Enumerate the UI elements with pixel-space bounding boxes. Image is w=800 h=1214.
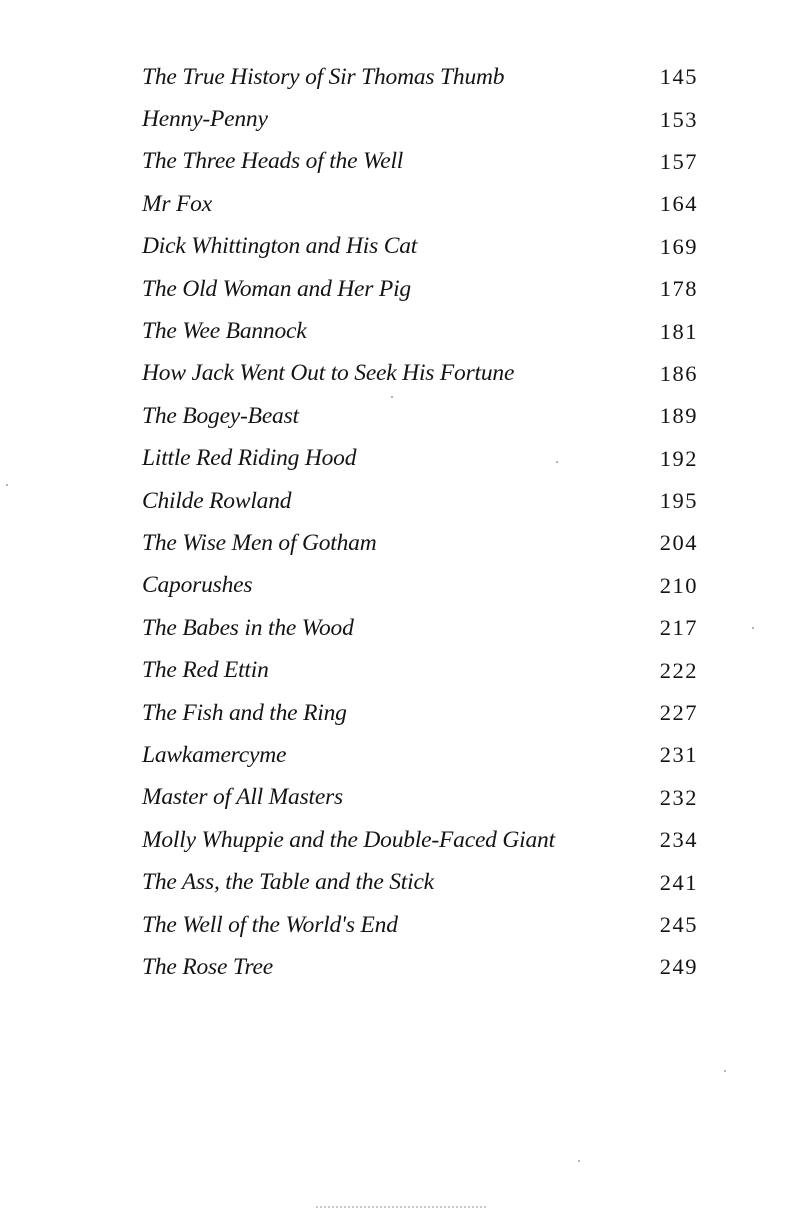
toc-entry-page-number: 217: [659, 615, 698, 641]
toc-entry: [142, 98, 698, 140]
toc-entry-page-number: 245: [659, 912, 698, 937]
toc-entry: [142, 904, 698, 946]
toc-entry: [142, 861, 698, 903]
toc-entry-page-number: 181: [659, 318, 698, 344]
toc-entry-title: The True History of Sir Thomas Thumb: [142, 63, 505, 90]
toc-entry-title: The Fish and the Ring: [142, 699, 347, 726]
toc-entry-title: Little Red Riding Hood: [142, 445, 357, 472]
toc-entry: [142, 183, 698, 225]
toc-entry-title: The Wee Bannock: [142, 318, 307, 345]
toc-entry-page-number: 169: [659, 233, 698, 259]
toc-entry-page-number: 178: [659, 276, 698, 302]
toc-entry: [142, 734, 698, 776]
toc-entry-page-number: 249: [659, 954, 698, 980]
toc-entry: [142, 565, 698, 607]
toc-entry-title: Henny-Penny: [142, 106, 268, 133]
toc-entry-title: Molly Whuppie and the Double-Faced Giant: [142, 826, 555, 853]
toc-entry-title: The Three Heads of the Well: [142, 148, 404, 175]
toc-entry-title: Master of All Masters: [142, 784, 343, 811]
scan-speck: [6, 484, 8, 486]
toc-entry-page-number: 210: [659, 572, 698, 598]
cropped-footer-mark: [316, 1206, 486, 1214]
toc-entry-page-number: 157: [659, 148, 698, 174]
toc-entry-title: The Rose Tree: [142, 953, 273, 980]
toc-entry-title: The Ass, the Table and the Stick: [142, 869, 434, 896]
toc-entry-title: Lawkamercyme: [142, 741, 287, 768]
toc-entry-page-number: 153: [659, 106, 698, 132]
cropped-header-mark: [344, 0, 392, 4]
toc-entry: [142, 946, 698, 988]
toc-entry-page-number: 189: [659, 403, 698, 429]
toc-entry-title: Mr Fox: [142, 190, 212, 217]
toc-entry-title: Childe Rowland: [142, 487, 292, 514]
toc-entry: [142, 607, 698, 649]
toc-entry-page-number: 234: [659, 827, 698, 853]
toc-entry-title: The Well of the World's End: [142, 911, 398, 938]
toc-entry-title: Caporushes: [142, 572, 253, 599]
toc-entry: [142, 777, 698, 819]
toc-entry: [142, 395, 698, 437]
toc-entry: [142, 480, 698, 522]
scan-speck: [578, 1160, 580, 1162]
toc-entry: [142, 310, 698, 352]
toc-entry-page-number: 231: [659, 742, 698, 768]
toc-entry: [142, 353, 698, 395]
scan-speck: [556, 461, 558, 463]
toc-entry: [142, 56, 698, 98]
toc-entry-page-number: 204: [659, 530, 698, 556]
toc-entry: [142, 522, 698, 564]
scan-speck: [391, 396, 393, 398]
toc-entry-page-number: 195: [659, 488, 698, 514]
toc-entry-title: The Babes in the Wood: [142, 614, 354, 641]
toc-entry: [142, 819, 698, 861]
toc-entry-title: The Bogey-Beast: [142, 402, 299, 429]
toc-entry: [142, 649, 698, 691]
toc-entry-page-number: 164: [659, 191, 698, 217]
toc-entry-title: How Jack Went Out to Seek His Fortune: [142, 360, 515, 387]
toc-entry: [142, 141, 698, 183]
toc-entry-page-number: 145: [659, 64, 698, 90]
toc-entry: [142, 692, 698, 734]
toc-entry-title: The Wise Men of Gotham: [142, 529, 377, 556]
toc-entry-title: The Red Ettin: [142, 657, 269, 684]
scan-speck: [752, 627, 754, 629]
toc-entry-page-number: 232: [659, 784, 698, 810]
toc-entry-title: Dick Whittington and His Cat: [142, 233, 418, 260]
table-of-contents: [142, 56, 698, 989]
toc-entry-page-number: 227: [659, 700, 698, 726]
toc-entry-page-number: 241: [659, 869, 698, 895]
toc-entry-page-number: 192: [659, 445, 698, 471]
scan-speck: [724, 1070, 726, 1072]
toc-entry: [142, 226, 698, 268]
toc-entry-title: The Old Woman and Her Pig: [142, 275, 411, 302]
toc-entry-page-number: 222: [659, 657, 698, 683]
toc-entry-page-number: 186: [659, 360, 698, 386]
toc-entry: [142, 268, 698, 310]
toc-entry: [142, 438, 698, 480]
